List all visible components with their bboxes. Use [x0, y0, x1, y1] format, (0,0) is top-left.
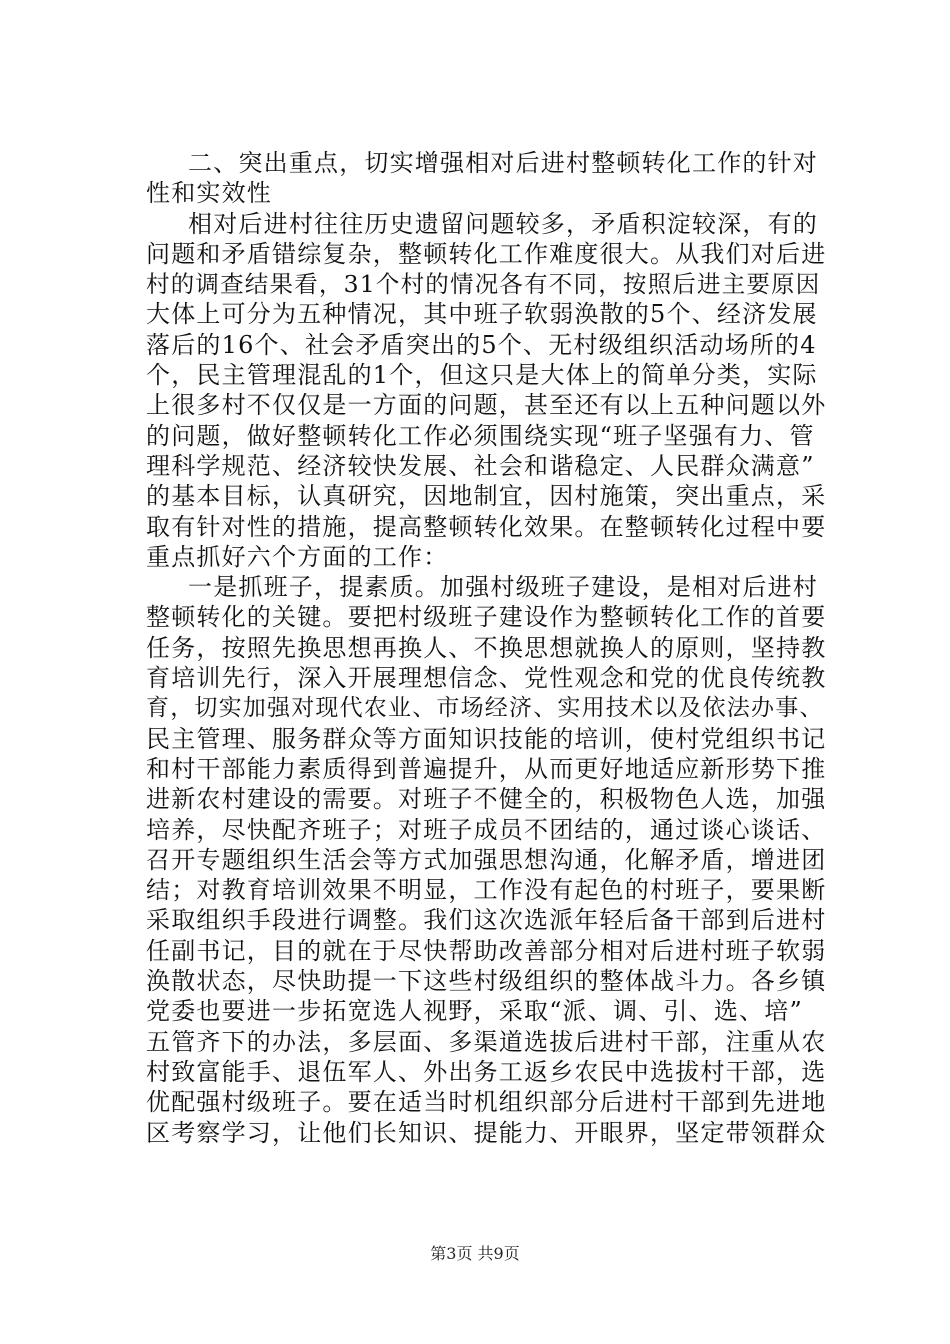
- text-line: 进新农村建设的需要。对班子不健全的，积极物色人选，加强: [146, 785, 827, 814]
- text-line: 村的调查结果看，31个村的情况各有不同，按照后进主要原因: [146, 270, 821, 299]
- document-body: [146, 148, 826, 1148]
- text-line: 个，民主管理混乱的1个，但这只是大体上的简单分类，实际: [146, 361, 818, 390]
- text-line: 的问题，做好整顿转化工作必须围绕实现“班子坚强有力、管: [146, 421, 815, 450]
- text-line: 性和实效性: [146, 179, 272, 208]
- text-line: 涣散状态，尽快助提一下这些村级组织的整体战斗力。各乡镇: [146, 967, 827, 996]
- text-line: 二、突出重点，切实增强相对后进村整顿转化工作的针对: [188, 149, 818, 177]
- text-line: 区考察学习，让他们长知识、提能力、开眼界，坚定带领群众: [146, 1118, 827, 1147]
- text-line: 优配强村级班子。要在适当时机组织部分后进村干部到先进地: [146, 1088, 827, 1117]
- text-line: 落后的16个、社会矛盾突出的5个、无村级组织活动场所的4: [146, 330, 817, 359]
- text-line: 重点抓好六个方面的工作：: [146, 542, 449, 571]
- text-line: 村致富能手、退伍军人、外出务工返乡农民中选拔村干部，选: [146, 1057, 827, 1086]
- text-line: 结；对教育培训效果不明显，工作没有起色的村班子，要果断: [146, 876, 827, 905]
- text-line: 理科学规范、经济较快发展、社会和谐稳定、人民群众满意”: [146, 451, 815, 480]
- text-line: 问题和矛盾错综复杂，整顿转化工作难度很大。从我们对后进: [146, 239, 827, 268]
- text-line: 一是抓班子，提素质。加强村级班子建设，是相对后进村: [188, 573, 818, 602]
- text-line: 五管齐下的办法，多层面、多渠道选拔后进村干部，注重从农: [146, 1027, 827, 1056]
- text-line: 任副书记，目的就在于尽快帮助改善部分相对后进村班子软弱: [146, 936, 827, 965]
- text-line: 整顿转化的关键。要把村级班子建设作为整顿转化工作的首要: [146, 603, 827, 632]
- text-line: 任务，按照先换思想再换人、不换思想就换人的原则，坚持教: [146, 633, 827, 662]
- text-line: 培养，尽快配齐班子；对班子成员不团结的，通过谈心谈话、: [146, 815, 827, 844]
- text-line: 民主管理、服务群众等方面知识技能的培训，使村党组织书记: [146, 724, 827, 753]
- page-footer: 第3页 共9页: [430, 1244, 520, 1263]
- text-line: 取有针对性的措施，提高整顿转化效果。在整顿转化过程中要: [146, 512, 827, 541]
- text-line: 大体上可分为五种情况，其中班子软弱涣散的5个、经济发展: [146, 300, 818, 329]
- text-line: 育培训先行，深入开展理想信念、党性观念和党的优良传统教: [146, 664, 827, 693]
- text-line: 相对后进村往往历史遗留问题较多，矛盾积淀较深，有的: [188, 209, 818, 238]
- text-line: 的基本目标，认真研究，因地制宜，因村施策，突出重点，采: [146, 482, 827, 511]
- text-line: 和村干部能力素质得到普遍提升，从而更好地适应新形势下推: [146, 754, 827, 783]
- text-line: 党委也要进一步拓宽选人视野，采取“派、调、引、选、培”: [146, 997, 803, 1026]
- text-line: 召开专题组织生活会等方式加强思想沟通，化解矛盾，增进团: [146, 845, 827, 874]
- text-line: 育，切实加强对现代农业、市场经济、实用技术以及依法办事、: [146, 695, 824, 722]
- text-line: 上很多村不仅仅是一方面的问题，甚至还有以上五种问题以外: [146, 391, 827, 420]
- text-line: 采取组织手段进行调整。我们这次选派年轻后备干部到后进村: [146, 906, 827, 935]
